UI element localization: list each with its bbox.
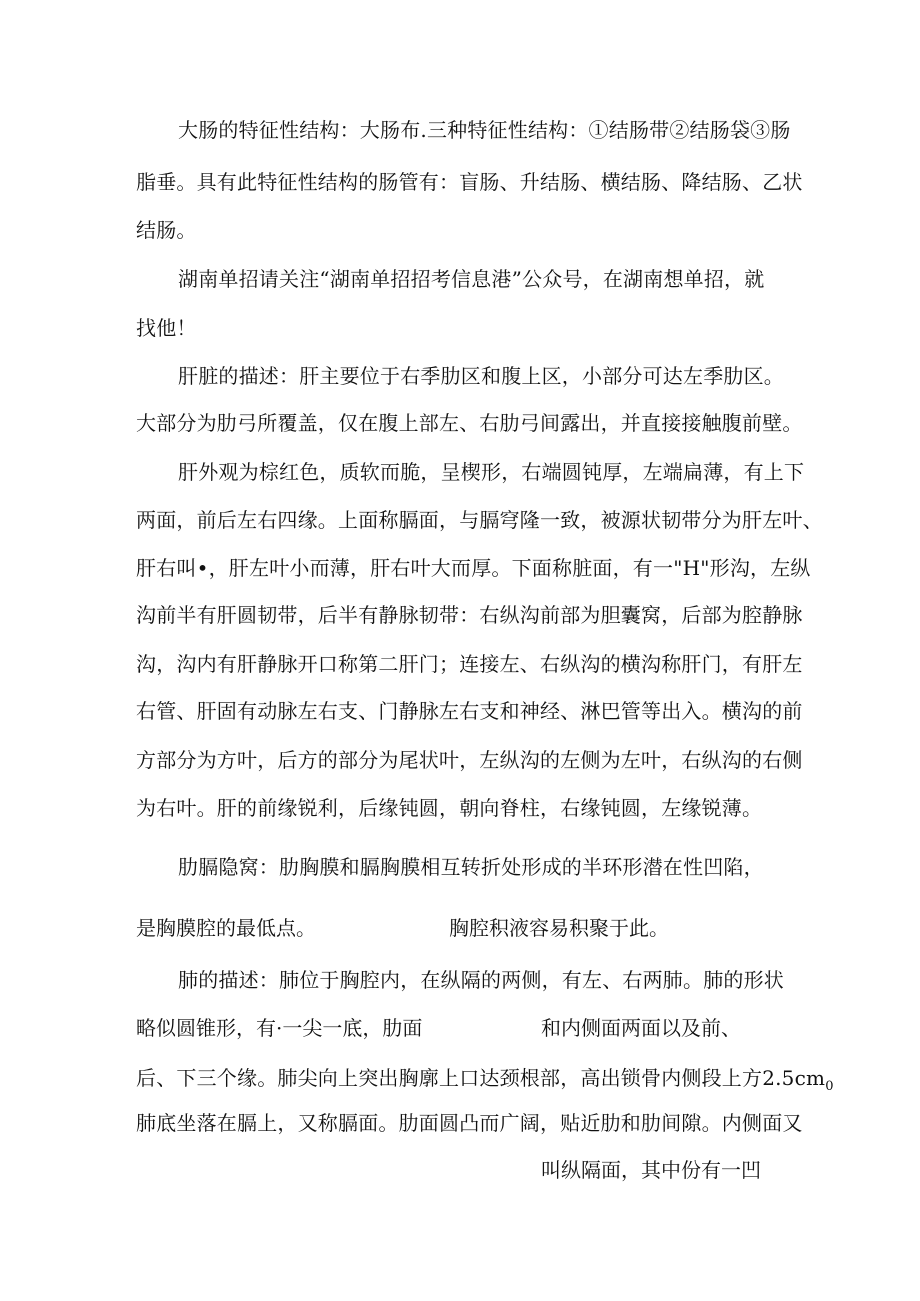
text-line: 找他！ [136,316,197,340]
text-line: 为右叶。肝的前缘锐利，后缘钝圆，朝向脊柱，右缘钝圆，左缘锐薄。 [136,796,763,820]
text-line: 方部分为方叶，后方的部分为尾状叶，左纵沟的左侧为左叶，右纵沟的右侧 [136,748,803,772]
text-segment: 是胸膜腔的最低点。 [136,916,316,940]
text-line: 大部分为肋弓所覆盖，仅在腹上部左、右肋弓间露出，并直接接触腹前壁。 [136,411,803,435]
text-line: 大肠的特征性结构：大肠布.三种特征性结构：①结肠带②结肠袋③肠 [178,118,791,142]
text-subscript: 0 [825,1079,834,1094]
text-line: 右管、肝固有动脉左右支、门静脉左右支和神经、淋巴管等出入。横沟的前 [136,699,803,723]
text-line: 肋膈隐窝：肋胸膜和膈胸膜相互转折处形成的半环形潜在性凹陷， [178,855,764,879]
text-line: 结肠。 [136,218,197,242]
text-line: 两面，前后左右四缘。上面称膈面，与膈穹隆一致，被源状韧带分为肝左叶、 [136,508,823,532]
text-line: 脂垂。具有此特征性结构的肠管有：盲肠、升结肠、横结肠、降结肠、乙状 [136,170,803,194]
text-line: 肺的描述：肺位于胸腔内，在纵隔的两侧，有左、右两肺。肺的形状 [178,968,784,992]
text-line: 湖南单招请关注“湖南单招招考信息港”公众号，在湖南想单招，就 [178,267,765,291]
text-line: 肺底坐落在膈上，又称膈面。肋面圆凸而广阔，贴近肋和肋间隙。内侧面又 [136,1111,803,1135]
text-line: 沟，沟内有肝静脉开口称第二肝门；连接左、右纵沟的横沟称肝门，有肝左 [136,652,803,676]
text-segment: 略似圆锥形，有·一尖一底，肋面 [136,1016,423,1040]
text-line [136,1066,834,1099]
text-line: 肝脏的描述：肝主要位于右季肋区和腹上区，小部分可达左季肋区。 [178,364,784,388]
text-line: 肝外观为棕红色，质软而脆，呈楔形，右端圆钝厚，左端扁薄，有上下 [178,460,805,484]
text-line: 肝右叫•，肝左叶小而薄，肝右叶大而厚。下面称脏面，有一"H"形沟，左纵 [136,556,811,580]
text-segment: 和内侧面两面以及前、 [541,1016,741,1040]
text-line: 沟前半有肝圆韧带，后半有静脉韧带：右纵沟前部为胆囊窝，后部为腔静脉 [136,603,803,627]
text-segment: 叫纵隔面，其中份有一凹 [541,1158,761,1182]
text-segment: 胸腔积液容易积聚于此。 [449,916,669,940]
text-line-main: 后、下三个缘。肺尖向上突出胸廓上口达颈根部，高出锁骨内侧段上方2.5cm [136,1066,826,1090]
